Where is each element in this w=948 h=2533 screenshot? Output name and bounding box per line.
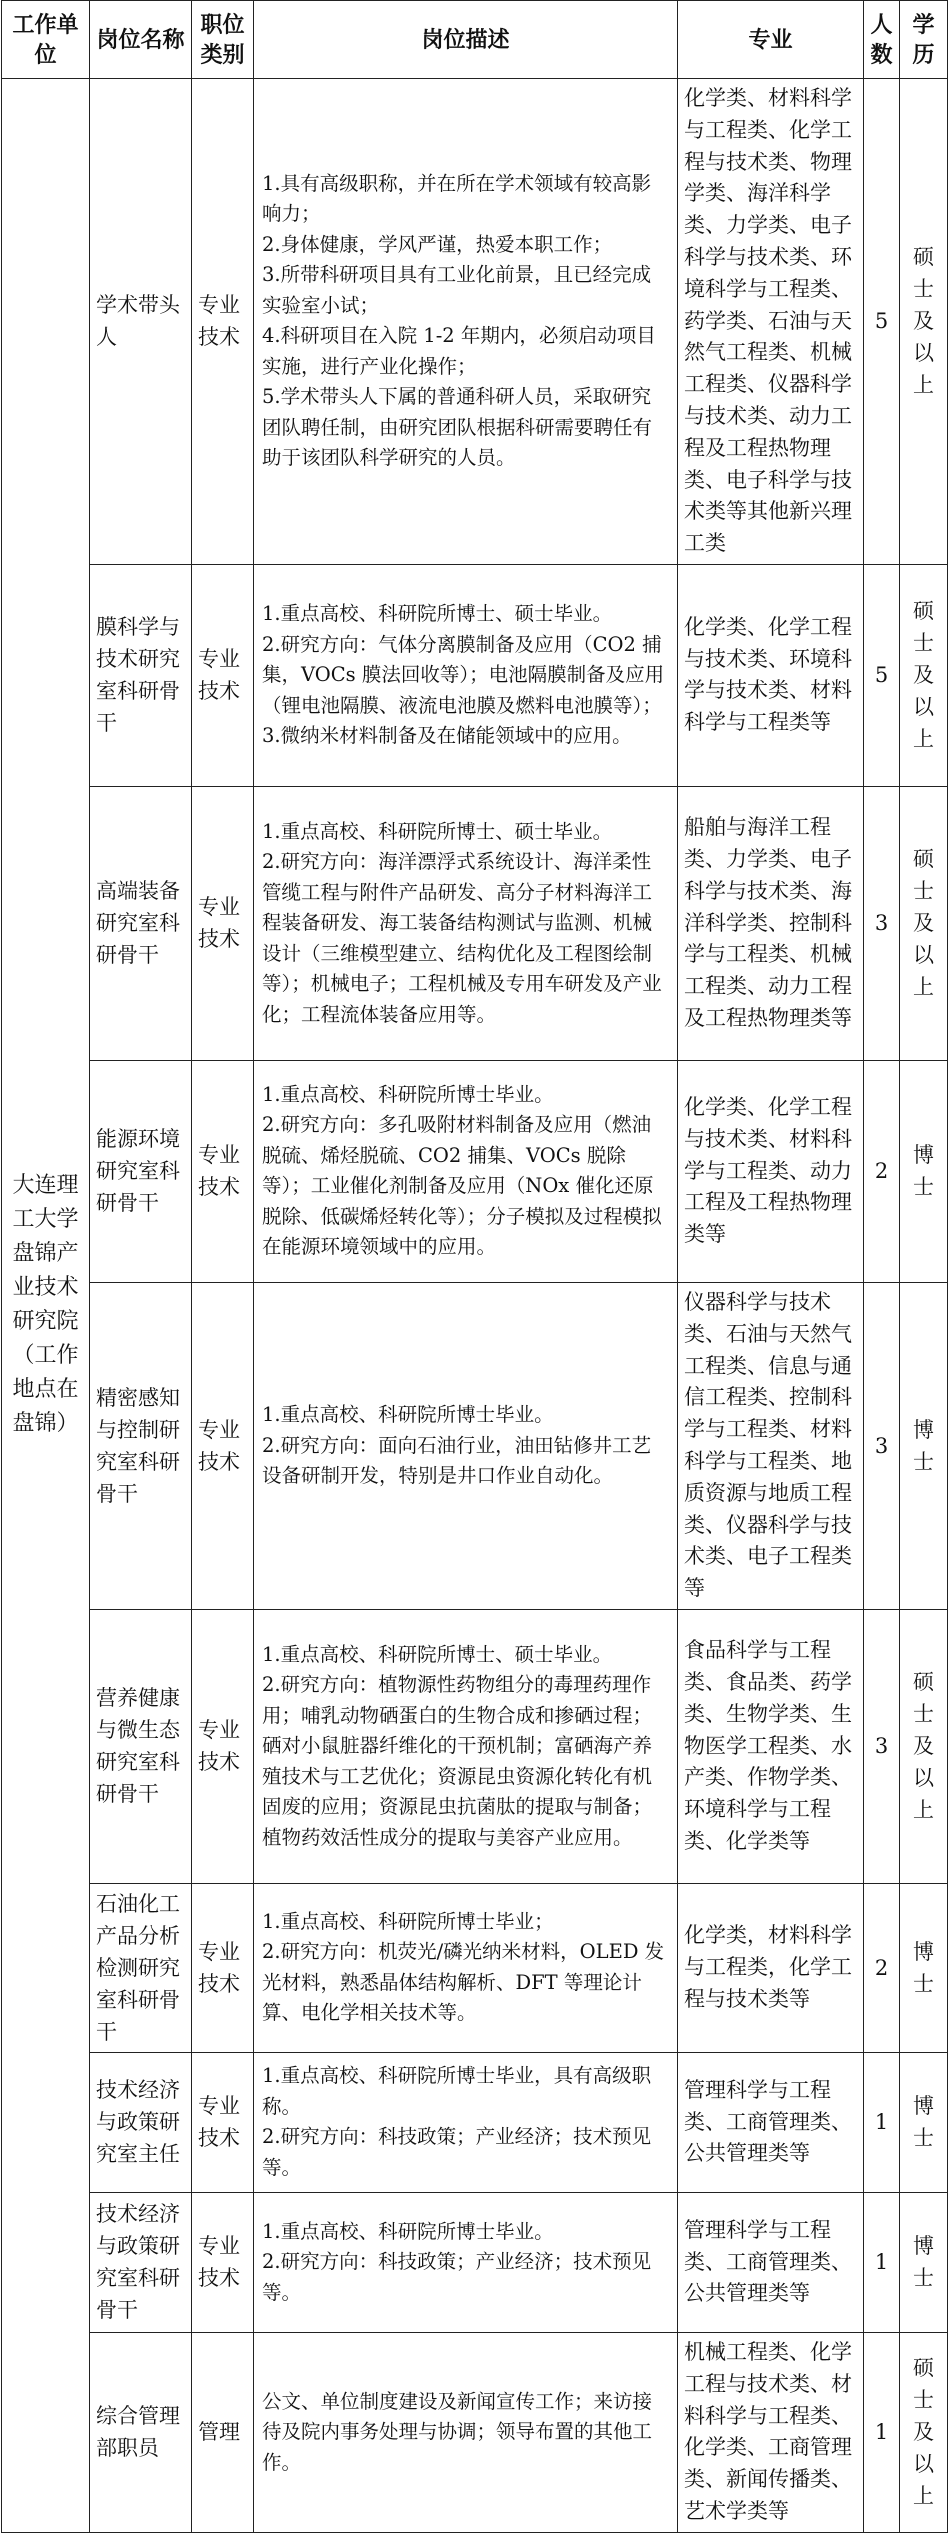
category-cell: 管理: [192, 2332, 254, 2532]
category-cell: 专业技术: [192, 1282, 254, 1609]
header-category: 职位类别: [192, 1, 254, 79]
description-cell: 1.重点高校、科研院所博士毕业。 2.研究方向：多孔吸附材料制备及应用（燃油脱硫、烯烃脱硫、CO2 捕集、VOCs 脱除等）；工业催化剂制备及应用（NOx 催化还原脱除、低碳烯烃转化等）；分子模拟及过程模拟在能源环境领域中的应用。: [254, 1060, 678, 1282]
unit-cell: 大连理工大学盘锦产业技术研究院（工作地点在盘锦）: [2, 79, 90, 2533]
position-cell: 营养健康与微生态研究室科研骨干: [90, 1609, 192, 1883]
position-cell: 技术经济与政策研究室科研骨干: [90, 2192, 192, 2332]
description-cell: 1.重点高校、科研院所博士、硕士毕业。 2.研究方向：海洋漂浮式系统设计、海洋柔性管缆工程与附件产品研发、高分子材料海洋工程装备研发、海工装备结构测试与监测、机械设计（三维模型建立、结构优化及工程图绘制等）；机械电子；工程机械及专用车研发及产业化；工程流体装备应用等。: [254, 786, 678, 1060]
description-cell: 1.重点高校、科研院所博士、硕士毕业。 2.研究方向：气体分离膜制备及应用（CO2 捕集，VOCs 膜法回收等）；电池隔膜制备及应用（锂电池隔膜、液流电池膜及燃料电池膜等）； 3.微纳米材料制备及在储能领域中的应用。: [254, 564, 678, 786]
table-row: [2, 2052, 948, 2192]
major-cell: 船舶与海洋工程类、力学类、电子科学与技术类、海洋科学类、控制科学与工程类、机械工程类、动力工程及工程热物理类等: [678, 786, 864, 1060]
major-cell: 管理科学与工程类、工商管理类、公共管理类等: [678, 2192, 864, 2332]
education-cell: 博士: [900, 1060, 948, 1282]
description-cell: 1.重点高校、科研院所博士毕业，具有高级职称。 2.研究方向：科技政策；产业经济；技术预见等。: [254, 2052, 678, 2192]
education-cell: 博士: [900, 1883, 948, 2052]
position-cell: 高端装备研究室科研骨干: [90, 786, 192, 1060]
major-cell: 化学类、化学工程与技术类、环境科学与技术类、材料科学与工程类等: [678, 564, 864, 786]
category-cell: 专业技术: [192, 786, 254, 1060]
count-cell: 5: [864, 564, 900, 786]
count-cell: 1: [864, 2052, 900, 2192]
position-cell: 学术带头人: [90, 79, 192, 565]
position-cell: 综合管理部职员: [90, 2332, 192, 2532]
table-row: [2, 1609, 948, 1883]
table-row: [2, 79, 948, 565]
position-cell: 技术经济与政策研究室主任: [90, 2052, 192, 2192]
header-major: 专业: [678, 1, 864, 79]
education-cell: 硕士及以上: [900, 2332, 948, 2532]
education-cell: 博士: [900, 2052, 948, 2192]
header-education: 学历: [900, 1, 948, 79]
category-cell: 专业技术: [192, 2192, 254, 2332]
table-row: [2, 1060, 948, 1282]
count-cell: 5: [864, 79, 900, 565]
position-cell: 膜科学与技术研究室科研骨干: [90, 564, 192, 786]
job-table: [1, 0, 948, 2533]
header-description: 岗位描述: [254, 1, 678, 79]
count-cell: 1: [864, 2332, 900, 2532]
count-cell: 3: [864, 1609, 900, 1883]
count-cell: 3: [864, 786, 900, 1060]
header-row: [2, 1, 948, 79]
category-cell: 专业技术: [192, 1060, 254, 1282]
count-cell: 1: [864, 2192, 900, 2332]
description-cell: 1.重点高校、科研院所博士、硕士毕业。 2.研究方向：植物源性药物组分的毒理药理作用；哺乳动物硒蛋白的生物合成和掺硒过程；硒对小鼠脏器纤维化的干预机制；富硒海产养殖技术与工艺优化；资源昆虫资源化转化有机固废的应用；资源昆虫抗菌肽的提取与制备；植物药效活性成分的提取与美容产业应用。: [254, 1609, 678, 1883]
header-unit: 工作单位: [2, 1, 90, 79]
table-row: [2, 1282, 948, 1609]
category-cell: 专业技术: [192, 1609, 254, 1883]
position-cell: 精密感知与控制研究室科研骨干: [90, 1282, 192, 1609]
education-cell: 博士: [900, 2192, 948, 2332]
category-cell: 专业技术: [192, 79, 254, 565]
major-cell: 机械工程类、化学工程与技术类、材料科学与工程类、化学类、工商管理类、新闻传播类、艺术学类等: [678, 2332, 864, 2532]
position-cell: 能源环境研究室科研骨干: [90, 1060, 192, 1282]
description-cell: 1.重点高校、科研院所博士毕业。 2.研究方向：面向石油行业，油田钻修井工艺设备研制开发，特别是井口作业自动化。: [254, 1282, 678, 1609]
education-cell: 硕士及以上: [900, 79, 948, 565]
table-row: [2, 786, 948, 1060]
category-cell: 专业技术: [192, 1883, 254, 2052]
category-cell: 专业技术: [192, 564, 254, 786]
count-cell: 2: [864, 1060, 900, 1282]
major-cell: 化学类、化学工程与技术类、材料科学与工程类、动力工程及工程热物理类等: [678, 1060, 864, 1282]
count-cell: 3: [864, 1282, 900, 1609]
education-cell: 硕士及以上: [900, 786, 948, 1060]
table-row: [2, 2332, 948, 2532]
category-cell: 专业技术: [192, 2052, 254, 2192]
description-cell: 1.具有高级职称，并在所在学术领域有较高影响力； 2.身体健康，学风严谨，热爱本职工作； 3.所带科研项目具有工业化前景，且已经完成实验室小试； 4.科研项目在入院 1-2 年期内，必须启动项目实施，进行产业化操作； 5.学术带头人下属的普通科研人员，采取研究团队聘任制，由研究团队根据科研需要聘任有助于该团队科学研究的人员。: [254, 79, 678, 565]
description-cell: 公文、单位制度建设及新闻宣传工作；来访接待及院内事务处理与协调；领导布置的其他工作。: [254, 2332, 678, 2532]
table-row: [2, 1883, 948, 2052]
count-cell: 2: [864, 1883, 900, 2052]
description-cell: 1.重点高校、科研院所博士毕业； 2.研究方向：机荧光/磷光纳米材料，OLED 发光材料，熟悉晶体结构解析、DFT 等理论计算、电化学相关技术等。: [254, 1883, 678, 2052]
major-cell: 化学类、材料科学与工程类、化学工程与技术类、物理学类、海洋科学类、力学类、电子科学与技术类、环境科学与工程类、药学类、石油与天然气工程类、机械工程类、仪器科学与技术类、动力工程及工程热物理类、电子科学与技术类等其他新兴理工类: [678, 79, 864, 565]
education-cell: 硕士及以上: [900, 564, 948, 786]
major-cell: 食品科学与工程类、食品类、药学类、生物学类、生物医学工程类、水产类、作物学类、环境科学与工程类、化学类等: [678, 1609, 864, 1883]
table-row: [2, 564, 948, 786]
major-cell: 管理科学与工程类、工商管理类、公共管理类等: [678, 2052, 864, 2192]
education-cell: 硕士及以上: [900, 1609, 948, 1883]
table-row: [2, 2192, 948, 2332]
major-cell: 仪器科学与技术类、石油与天然气工程类、信息与通信工程类、控制科学与工程类、材料科学与工程类、地质资源与地质工程类、仪器科学与技术类、电子工程类等: [678, 1282, 864, 1609]
position-cell: 石油化工产品分析检测研究室科研骨干: [90, 1883, 192, 2052]
description-cell: 1.重点高校、科研院所博士毕业。 2.研究方向：科技政策；产业经济；技术预见等。: [254, 2192, 678, 2332]
major-cell: 化学类，材料科学与工程类，化学工程与技术类等: [678, 1883, 864, 2052]
header-count: 人数: [864, 1, 900, 79]
education-cell: 博士: [900, 1282, 948, 1609]
table-body: [2, 79, 948, 2533]
header-position: 岗位名称: [90, 1, 192, 79]
